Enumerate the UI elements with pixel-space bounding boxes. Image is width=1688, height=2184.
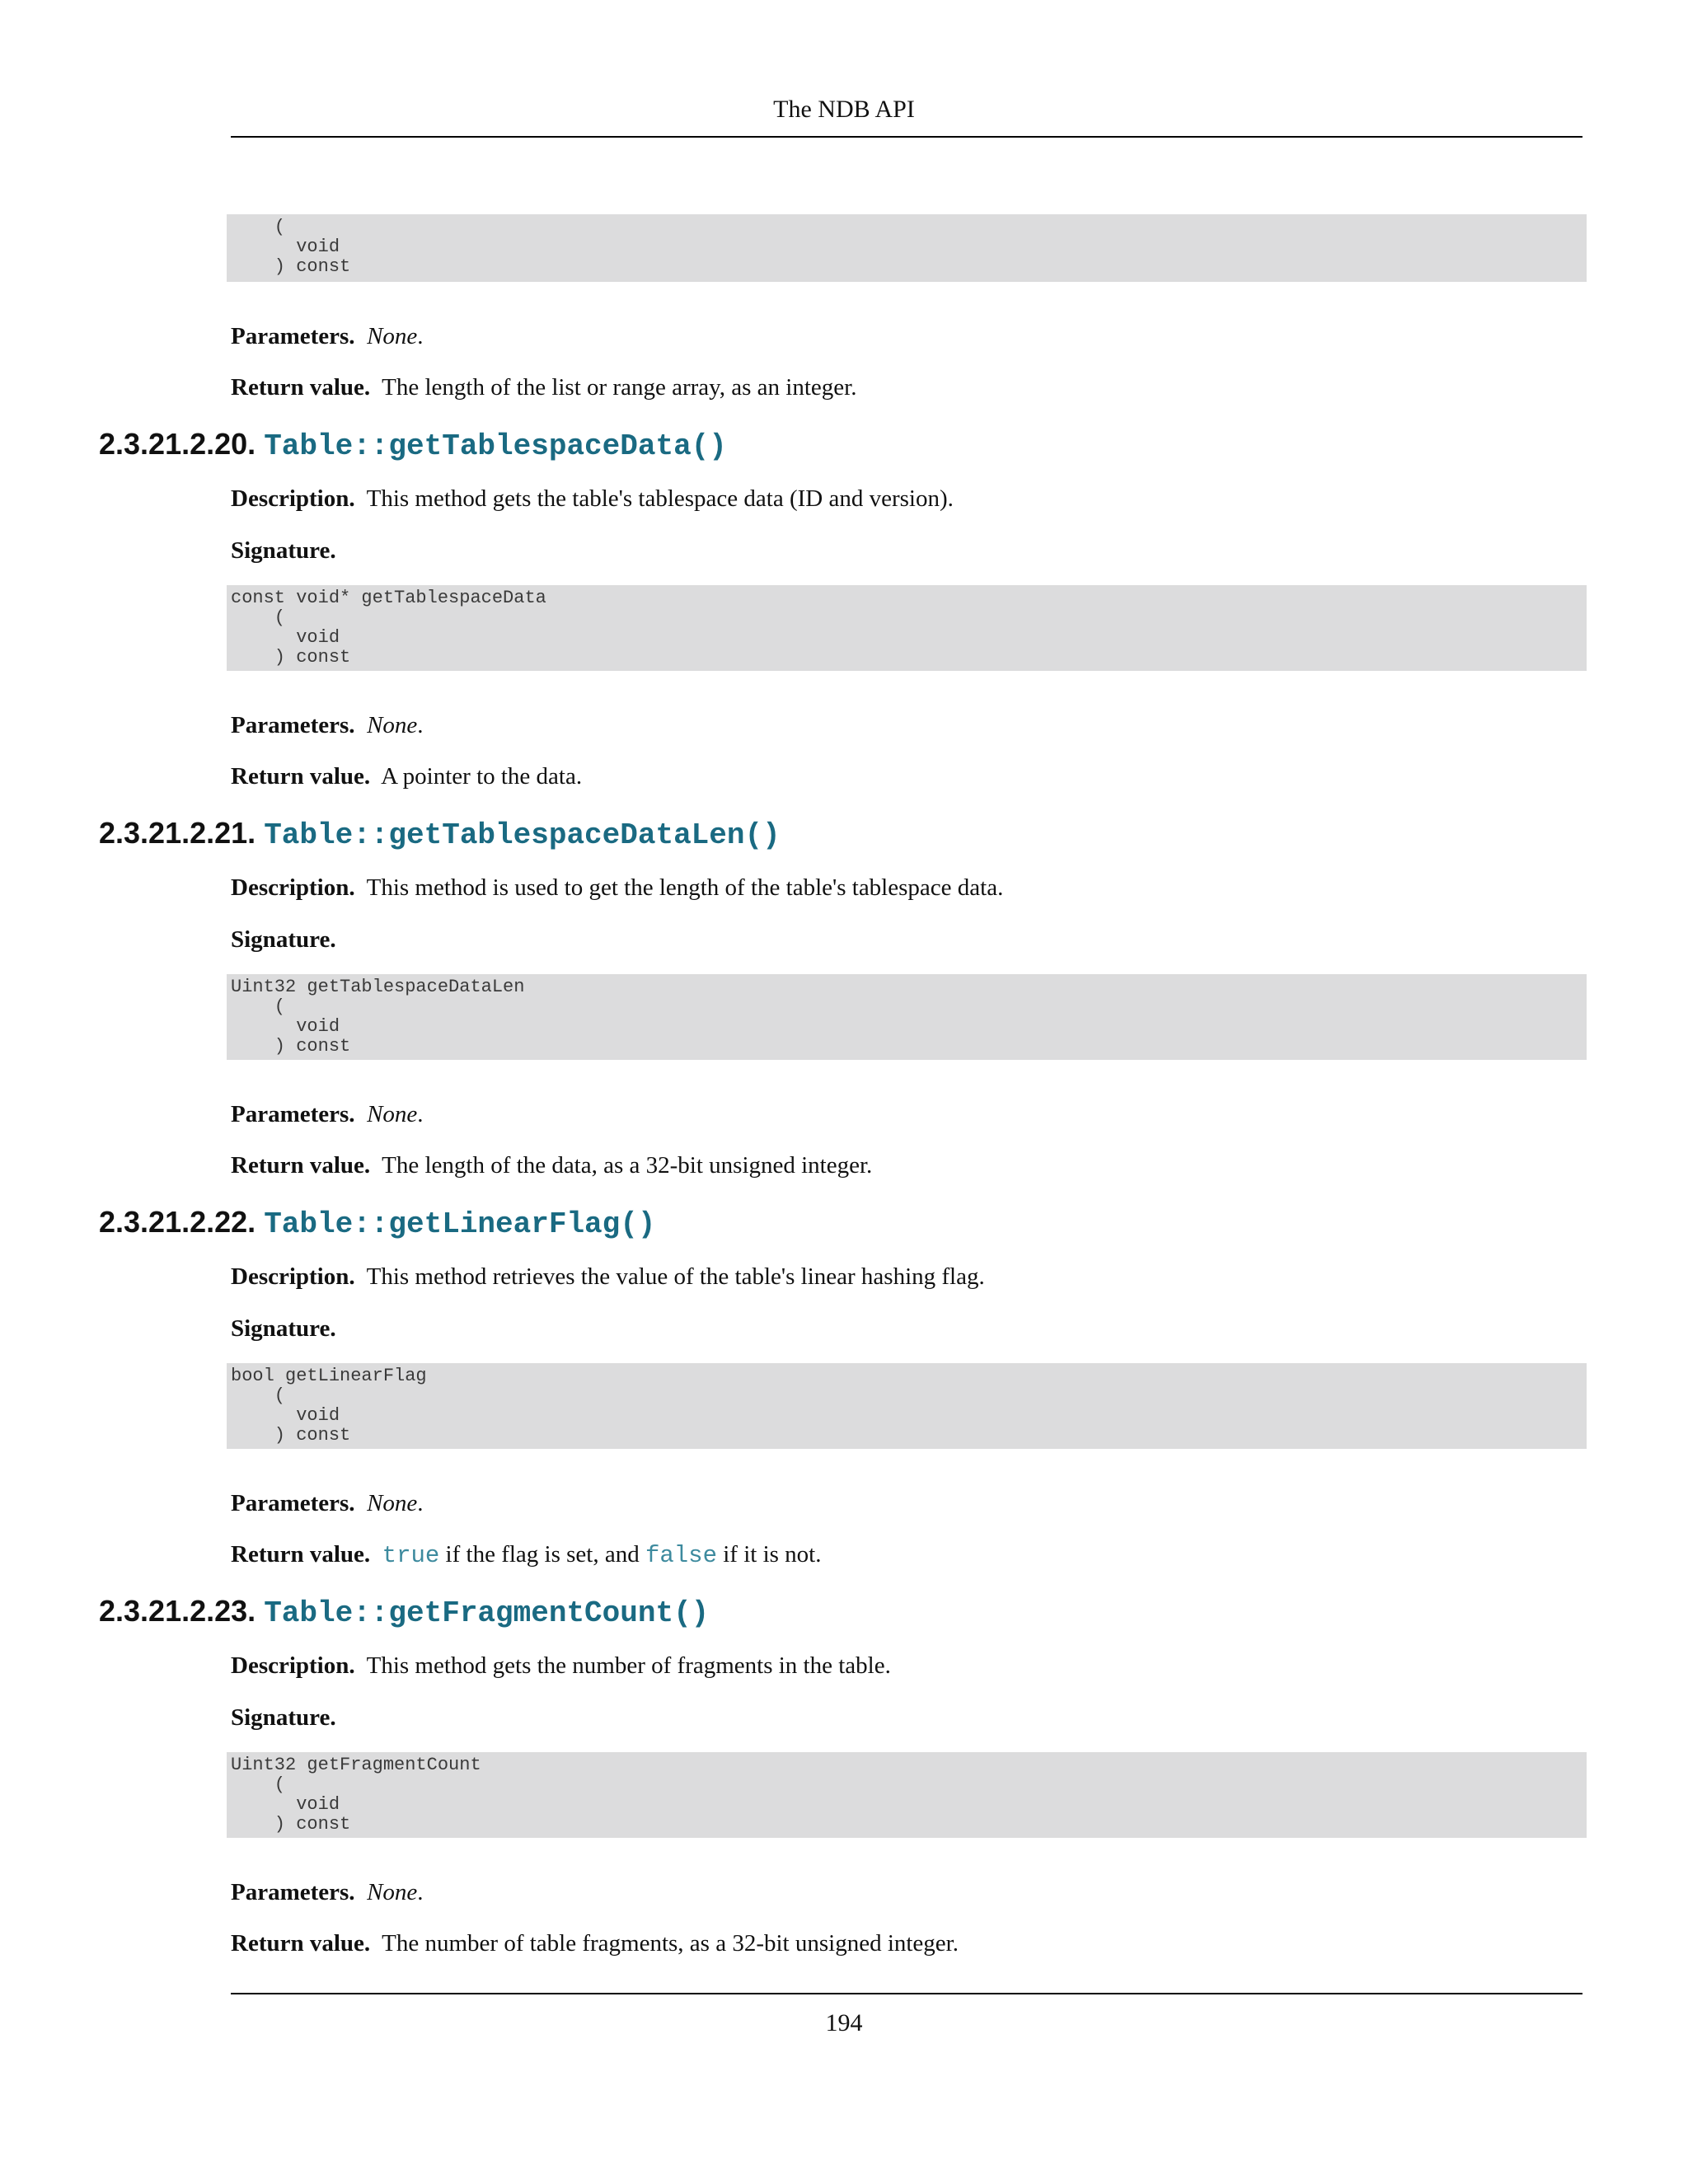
description-paragraph xyxy=(231,873,1003,902)
code-line: ( xyxy=(231,996,286,1017)
code-block xyxy=(227,974,1587,1060)
description-text: This method is used to get the length of the table's tablespace data. xyxy=(366,874,1004,901)
code-line: ( xyxy=(231,607,286,628)
method-name-link[interactable]: Table::getTablespaceDataLen() xyxy=(264,818,781,852)
parameters-value: None xyxy=(367,323,418,349)
return-value-paragraph xyxy=(231,1151,872,1180)
parameters-paragraph xyxy=(231,710,424,740)
code-line: ( xyxy=(231,1385,286,1406)
section-number: 2.3.21.2.21. xyxy=(99,816,256,850)
description-label: Description. xyxy=(231,874,355,901)
parameters-value: None xyxy=(367,712,418,738)
footer-rule xyxy=(231,1993,1582,1994)
return-value-label: Return value. xyxy=(231,1930,371,1957)
code-line: ) const xyxy=(231,256,351,277)
code-block xyxy=(227,1363,1587,1449)
return-value-label: Return value. xyxy=(231,1152,371,1179)
section-heading xyxy=(99,1204,655,1243)
return-value-paragraph xyxy=(231,1929,959,1958)
method-name-link[interactable]: Table::getTablespaceData() xyxy=(264,429,727,463)
parameters-label: Parameters. xyxy=(231,1490,355,1516)
code-line: Uint32 getTablespaceDataLen xyxy=(231,977,525,997)
code-line: void xyxy=(231,237,340,257)
description-text: This method gets the number of fragments in the table. xyxy=(366,1652,891,1679)
parameters-period: . xyxy=(417,1101,424,1127)
section-number: 2.3.21.2.23. xyxy=(99,1594,256,1628)
parameters-value: None xyxy=(367,1490,418,1516)
signature-label: Signature. xyxy=(231,1704,336,1731)
parameters-label: Parameters. xyxy=(231,1879,355,1905)
parameters-label: Parameters. xyxy=(231,712,355,738)
signature-label: Signature. xyxy=(231,537,336,564)
method-name-link[interactable]: Table::getFragmentCount() xyxy=(264,1596,710,1630)
code-line: ) const xyxy=(231,647,351,668)
code-line: void xyxy=(231,627,340,648)
description-paragraph xyxy=(231,1262,985,1291)
code-line: ) const xyxy=(231,1425,351,1446)
code-block xyxy=(227,1752,1587,1838)
section-heading xyxy=(99,815,781,854)
literal-false[interactable]: false xyxy=(645,1542,717,1569)
section-number: 2.3.21.2.22. xyxy=(99,1205,256,1239)
parameters-paragraph xyxy=(231,1099,424,1129)
return-value-text: A pointer to the data. xyxy=(381,763,583,790)
code-line: bool getLinearFlag xyxy=(231,1366,427,1386)
return-value-text-end: if it is not. xyxy=(716,1541,822,1568)
page-number: 194 xyxy=(825,2009,863,2036)
signature-label: Signature. xyxy=(231,926,336,953)
parameters-paragraph xyxy=(231,1877,424,1907)
code-line: void xyxy=(231,1794,340,1815)
return-value-text: if the flag is set, and xyxy=(439,1541,645,1568)
parameters-value: None xyxy=(367,1101,418,1127)
parameters-label: Parameters. xyxy=(231,1101,355,1127)
return-value-paragraph xyxy=(231,373,856,402)
code-line: ( xyxy=(231,1774,286,1795)
method-name-link[interactable]: Table::getLinearFlag() xyxy=(264,1207,656,1241)
code-block xyxy=(227,585,1587,671)
code-line: ( xyxy=(231,217,286,237)
description-paragraph xyxy=(231,1651,891,1680)
code-line: void xyxy=(231,1405,340,1426)
return-value-paragraph xyxy=(231,1540,821,1571)
description-text: This method gets the table's tablespace data (ID and version). xyxy=(366,485,954,512)
return-value-text: The number of table fragments, as a 32-bit unsigned integer. xyxy=(382,1930,959,1957)
section-number: 2.3.21.2.20. xyxy=(99,427,256,461)
description-label: Description. xyxy=(231,1263,355,1290)
return-value-label: Return value. xyxy=(231,763,371,790)
parameters-period: . xyxy=(417,323,424,349)
parameters-value: None xyxy=(367,1879,418,1905)
parameters-paragraph xyxy=(231,1488,424,1518)
description-label: Description. xyxy=(231,1652,355,1679)
parameters-period: . xyxy=(417,1490,424,1516)
code-block xyxy=(227,214,1587,282)
return-value-label: Return value. xyxy=(231,1541,371,1568)
code-line: Uint32 getFragmentCount xyxy=(231,1755,481,1775)
parameters-label: Parameters. xyxy=(231,323,355,349)
description-paragraph xyxy=(231,484,954,513)
description-label: Description. xyxy=(231,485,355,512)
description-text: This method retrieves the value of the table's linear hashing flag. xyxy=(366,1263,985,1290)
code-line: const void* getTablespaceData xyxy=(231,588,546,608)
parameters-period: . xyxy=(417,1879,424,1905)
parameters-paragraph xyxy=(231,321,424,351)
code-line: ) const xyxy=(231,1814,351,1835)
code-line: void xyxy=(231,1016,340,1037)
section-heading xyxy=(99,426,727,465)
signature-label: Signature. xyxy=(231,1315,336,1342)
code-line: ) const xyxy=(231,1036,351,1057)
running-header: The NDB API xyxy=(773,96,915,123)
return-value-label: Return value. xyxy=(231,374,371,401)
parameters-period: . xyxy=(417,712,424,738)
return-value-paragraph xyxy=(231,762,582,791)
literal-true[interactable]: true xyxy=(382,1542,440,1569)
return-value-text: The length of the list or range array, as an integer. xyxy=(382,374,857,401)
section-heading xyxy=(99,1593,709,1632)
header-rule xyxy=(231,136,1582,138)
return-value-text: The length of the data, as a 32-bit unsigned integer. xyxy=(382,1152,873,1179)
